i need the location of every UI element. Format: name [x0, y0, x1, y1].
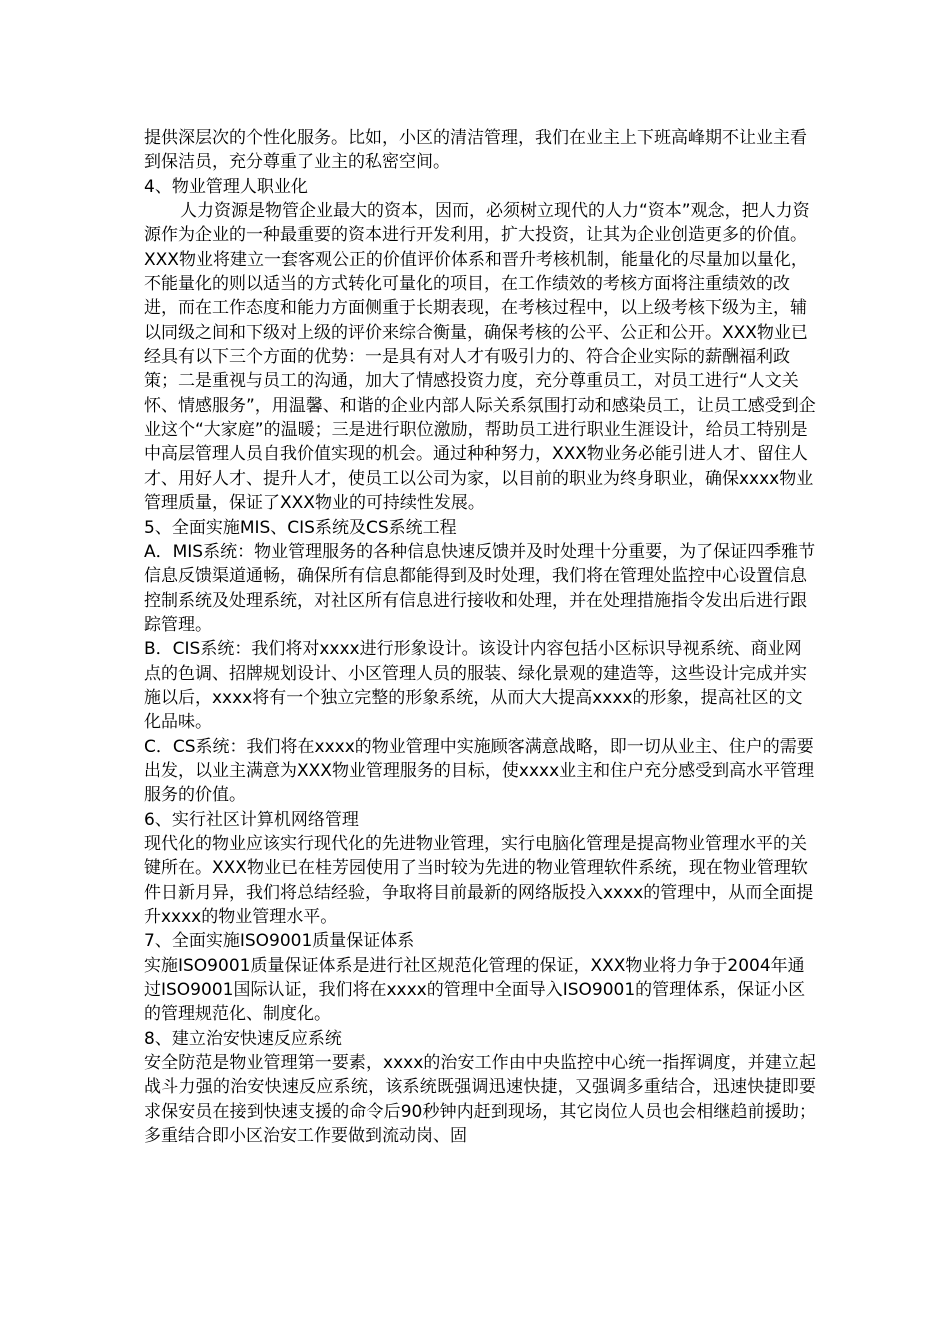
section-heading-7: 7、全面实施ISO9001质量保证体系	[144, 931, 415, 952]
paragraph-cs-system: C．CS系统：我们将在xxxx的物业管理中实施顾客满意战略，即一切从业主、住户的需要出发，以业主满意为XXX物业管理服务的目标，使xxxx业主和住户充分感受到高水平管理服务的价值。	[144, 736, 815, 806]
section-heading-8: 8、建立治安快速反应系统	[144, 1028, 342, 1049]
paragraph-mis-system: A．MIS系统：物业管理服务的各种信息快速反馈并及时处理十分重要，为了保证四季雅节信息反馈渠道通畅，确保所有信息都能得到及时处理，我们将在管理处监控中心设置信息控制系统及处理系统，对社区所有信息进行接收和处理，并在处理措施指令发出后进行跟踪管理。	[144, 541, 816, 635]
section-heading-6: 6、实行社区计算机网络管理	[144, 809, 359, 830]
paragraph-iso9001: 实施ISO9001质量保证体系是进行社区规范化管理的保证，XXX物业将力争于2004年通过ISO9001国际认证，我们将在xxxx的管理中全面导入ISO9001的管理体系，保证小区的管理规范化、制度化。	[144, 955, 806, 1025]
document-body	[144, 126, 816, 1148]
paragraph-security-response: 安全防范是物业管理第一要素，xxxx的治安工作由中央监控中心统一指挥调度，并建立起战斗力强的治安快速反应系统，该系统既强调迅速快捷，又强调多重结合，迅速快捷即要求保安员在接到快速支援的命令后90秒钟内赶到现场，其它岗位人员也会相继趋前援助；多重结合即小区治安工作要做到流动岗、固	[144, 1053, 816, 1147]
section-heading-4: 4、物业管理人职业化	[144, 176, 308, 197]
paragraph-cis-system: B．CIS系统：我们将对xxxx进行形象设计。该设计内容包括小区标识导视系统、商业网点的色调、招牌规划设计、小区管理人员的服装、绿化景观的建造等，这些设计完成并实施以后，xxxx将有一个独立完整的形象系统，从而大大提高xxxx的形象，提高社区的文化品味。	[144, 639, 807, 733]
paragraph-human-resources: 人力资源是物管企业最大的资本，因而，必须树立现代的人力“资本”观念，把人力资源作为企业的一种最重要的资本进行开发利用，扩大投资，让其为企业创造更多的价值。XXX物业将建立一套客观公正的价值评价体系和晋升考核机制，能量化的尽量加以量化，不能量化的则以适当的方式转化可量化的项目，在工作绩效的考核方面将注重绩效的改进，而在工作态度和能力方面侧重于长期表现，在考核过程中，以上级考核下级为主，辅以同级之间和下级对上级的评价来综合衡量，确保考核的公平、公正和公开。XXX物业已经具有以下三个方面的优势：一是具有对人才有吸引力的、符合企业实际的薪酬福利政策；二是重视与员工的沟通，加大了情感投资力度，充分尊重员工，对员工进行“人文关怀、情感服务”，用温馨、和谐的企业内部人际关系氛围打动和感染员工，让员工感受到企业这个“大家庭”的温暖；三是进行职位激励，帮助员工进行职业生涯设计，给员工特别是中高层管理人员自我价值实现的机会。通过种种努力，XXX物业务必能引进人才、留住人才、用好人才、提升人才，使员工以公司为家，以目前的职业为终身职业，确保xxxx物业管理质量，保证了XXX物业的可持续性发展。	[144, 201, 816, 514]
paragraph-network-management: 现代化的物业应该实行现代化的先进物业管理，实行电脑化管理是提高物业管理水平的关键所在。XXX物业已在桂芳园使用了当时较为先进的物业管理软件系统，现在物业管理软件日新月异，我们将总结经验，争取将目前最新的网络版投入xxxx的管理中，从而全面提升xxxx的物业管理水平。	[144, 833, 814, 927]
paragraph-intro: 提供深层次的个性化服务。比如，小区的清洁管理，我们在业主上下班高峰期不让业主看到保洁员，充分尊重了业主的私密空间。	[144, 128, 807, 173]
section-heading-5: 5、全面实施MIS、CIS系统及CS系统工程	[144, 517, 457, 538]
